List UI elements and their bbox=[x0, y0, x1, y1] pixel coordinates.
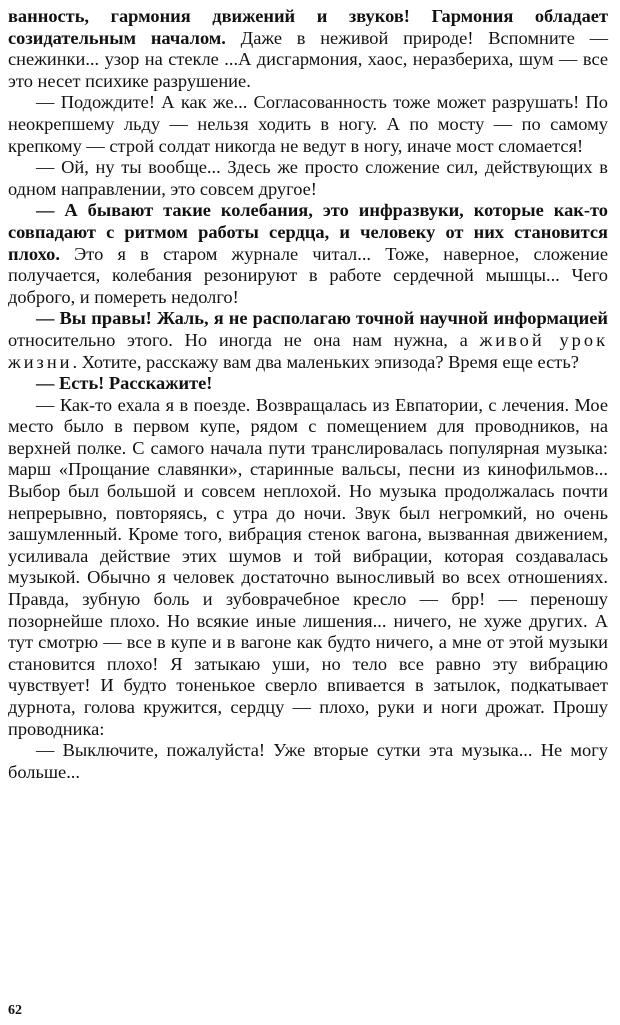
text-segment: Это я в старом журнале читал... Тоже, наверное, сложение получается, колебания резонируют в работе сердечной мышцы... Чего доброго, и помереть недолго! bbox=[8, 243, 608, 307]
paragraph bbox=[8, 395, 608, 741]
page-text bbox=[8, 6, 608, 783]
paragraph bbox=[8, 740, 608, 783]
text-segment: — Как-то ехала я в поезде. Возвращалась из Евпатории, с лечения. Мое место было в первом купе, рядом с помещением для проводников, на верхней полке. С самого начала пути транслировалась популярная музыка: марш «Прощание славянки», старинные вальсы, песни из кинофильмов... Выбор был большой и совсем неплохой. Но музыка продолжалась почти непрерывно, повторяясь, с утра до ночи. Звук был негромкий, но очень зашумленный. Кроме того, вибрация стенок вагона, вызванная движением, усиливала действие этих шумов и той вибрации, которая создавалась музыкой. Обычно я человек достаточно выносливый во всех отношениях. Правда, зубную боль и зубоврачебное кресло — брр! — переношу позорнейше плохо. Но всякие иные лишения... ничего, не хуже других. А тут смотрю — все в купе и в вагоне как будто ничего, а мне от этой музыки становится плохо! Я затыкаю уши, но тело все равно эту вибрацию чувствует! И будто тоненькое сверло впивается в затылок, подкатывает дурнота, голова кружится, сердцу — плохо, руки и ноги дрожат. Прошу проводника: bbox=[8, 394, 608, 739]
text-segment-spaced: живой урок жизни bbox=[8, 329, 609, 372]
paragraph bbox=[8, 308, 608, 373]
paragraph bbox=[8, 373, 608, 395]
text-segment: . Хотите, расскажу вам два маленьких эпизода? Время еще есть? bbox=[72, 351, 579, 372]
text-segment: Даже в неживой природе! Вспомните — снежинки... узор на стекле ...А дисгармония, хаос, неразбериха, шум — все это несет психике разрушение. bbox=[8, 27, 608, 91]
text-segment: относительно этого. Но иногда не она нам нужна, а bbox=[8, 329, 480, 350]
paragraph bbox=[8, 200, 608, 308]
text-segment: — Вы правы! Жаль, я не располагаю точной научной информацией bbox=[36, 308, 608, 329]
page-number: 62 bbox=[8, 1003, 22, 1018]
text-segment: ванность, гармония движений и звуков! Гармония обладает созидательным началом. bbox=[8, 6, 608, 48]
text-segment: — Есть! Расскажите! bbox=[36, 373, 213, 394]
paragraph bbox=[8, 6, 608, 92]
text-segment: — Выключите, пожалуйста! Уже вторые сутки эта музыка... Не могу больше... bbox=[8, 740, 608, 782]
text-segment: — Ой, ну ты вообще... Здесь же просто сложение сил, действующих в одном направлении, это совсем другое! bbox=[8, 157, 608, 199]
text-segment: — Подождите! А как же... Согласованность тоже может разрушать! По неокрепшему льду — нельзя ходить в ногу. А по мосту — по самому крепкому — строй солдат никогда не ведут в ногу, иначе мост сломается! bbox=[8, 92, 608, 156]
paragraph bbox=[8, 92, 608, 157]
text-segment: — А бывают такие колебания, это инфразвуки, которые как-то совпадают с ритмом работы сердца, и человеку от них становится плохо. bbox=[8, 200, 608, 264]
paragraph bbox=[8, 157, 608, 200]
